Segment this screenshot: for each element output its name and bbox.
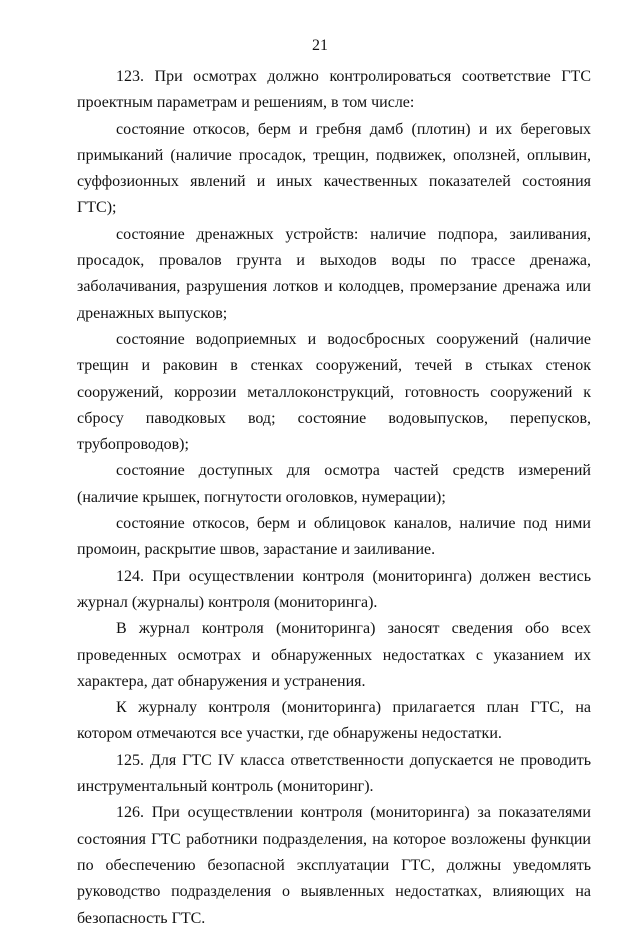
- paragraph-journal-entries: В журнал контроля (мониторинга) заносят сведения обо всех проведенных осмотрах и обнаруженных недостатках с указанием их характера, дат обнаружения и устранения.: [77, 620, 591, 690]
- paragraph-journal-plan: К журналу контроля (мониторинга) прилагается план ГТС, на котором отмечаются все участки, где обнаружены недостатки.: [77, 699, 591, 743]
- paragraph-124: 124. При осуществлении контроля (мониторинга) должен вестись журнал (журналы) контроля (мониторинга).: [77, 567, 591, 611]
- paragraph-126: 126. При осуществлении контроля (мониторинга) за показателями состояния ГТС работники подразделения, на которое возложены функции по обеспечению безопасной эксплуатации ГТС, должны уведомлять руководство подразделения о выявленных недостатках, влияющих на безопасность ГТС.: [77, 804, 591, 927]
- paragraph-measuring-means: состояние доступных для осмотра частей средств измерений (наличие крышек, погнутости оголовков, нумерации);: [77, 462, 591, 506]
- paragraph-123: 123. При осмотрах должно контролироваться соответствие ГТС проектным параметрам и решениям, в том числе:: [77, 68, 591, 112]
- paragraph-drainage: состояние дренажных устройств: наличие подпора, заиливания, просадок, провалов грунта и выходов воды по трассе дренажа, заболачивания, разрушения лотков и колодцев, промерзание дренажа или дренажных выпусков;: [77, 225, 591, 322]
- document-body: [77, 64, 591, 932]
- paragraph-slopes-dams: состояние откосов, берм и гребня дамб (плотин) и их береговых примыканий (наличие просадок, трещин, подвижек, оползней, оплывин, суффозионных явлений и иных качественных показателей состояния ГТС);: [77, 120, 591, 217]
- paragraph-125: 125. Для ГТС IV класса ответственности допускается не проводить инструментальный контроль (мониторинг).: [77, 751, 591, 796]
- page-number: 21: [312, 37, 328, 54]
- paragraph-channels: состояние откосов, берм и облицовок каналов, наличие под ними промоин, раскрытие швов, зарастание и заиливание.: [77, 515, 591, 559]
- paragraph-intake-spillway: состояние водоприемных и водосбросных сооружений (наличие трещин и раковин в стенках сооружений, течей в стыках стенок сооружений, коррозии металлоконструкций, готовность сооружений к сбросу паводковых вод; состояние водовыпусков, перепусков, трубопроводов);: [77, 330, 591, 454]
